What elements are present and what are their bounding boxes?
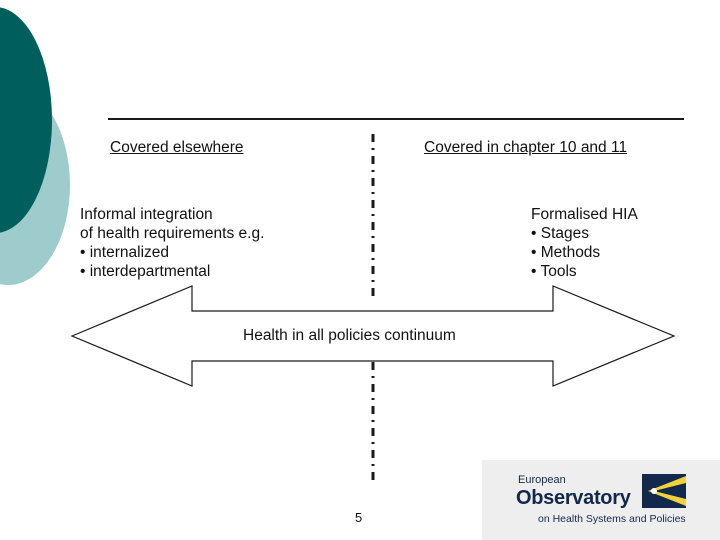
page-number: 5 [355, 510, 363, 525]
heading-covered-elsewhere: Covered elsewhere [110, 139, 244, 156]
right-text-block [531, 205, 638, 281]
right-line: • Tools [531, 263, 577, 280]
logo-line-european: European [518, 474, 566, 486]
left-text-block [80, 205, 264, 281]
left-line: • interdepartmental [80, 263, 211, 280]
logo-line-observatory: Observatory [516, 487, 631, 509]
left-line: Informal integration [80, 206, 213, 223]
right-line: • Stages [531, 225, 589, 242]
heading-covered-in-chapter: Covered in chapter 10 and 11 [424, 139, 628, 156]
right-line: • Methods [531, 244, 601, 261]
left-line: of health requirements e.g. [80, 225, 265, 242]
logo-line-subtitle: on Health Systems and Policies [538, 513, 686, 525]
right-line: Formalised HIA [531, 206, 638, 223]
observatory-emblem-icon [642, 474, 686, 508]
left-line: • internalized [80, 244, 170, 261]
european-observatory-logo [482, 460, 720, 540]
arrow-label: Health in all policies continuum [243, 327, 456, 344]
